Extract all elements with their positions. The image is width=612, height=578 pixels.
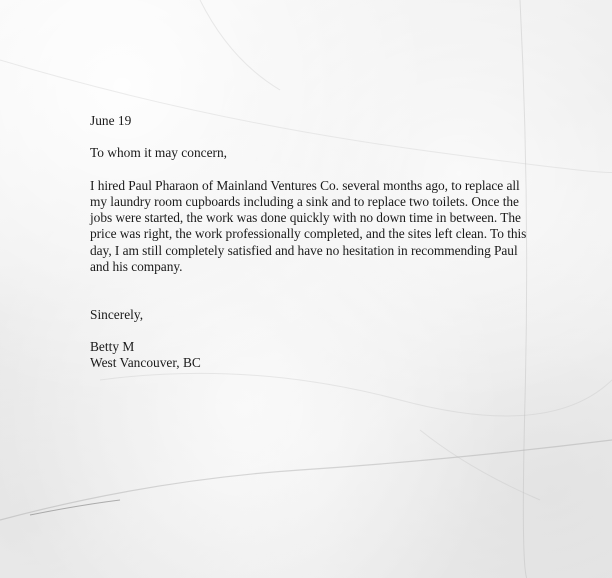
signer-name: Betty M bbox=[90, 338, 135, 354]
letter-salutation: To whom it may concern, bbox=[90, 145, 228, 161]
letter-date: June 19 bbox=[90, 113, 132, 128]
letter-document bbox=[90, 113, 530, 371]
letter-body: I hired Paul Pharaon of Mainland Ventures Co. several months ago, to replace all my laundry room cupboards including a sink and to replace two toilets. Once the jobs were started, the work was done quickly with no down time in between. The price was right, the work professionally completed, and the sites left clean. To this day, I am still completely satisfied and have no hesitation in recommending Paul and his company. bbox=[90, 177, 527, 275]
letter-closing: Sincerely, bbox=[90, 307, 144, 323]
signer-location: West Vancouver, BC bbox=[90, 354, 201, 370]
